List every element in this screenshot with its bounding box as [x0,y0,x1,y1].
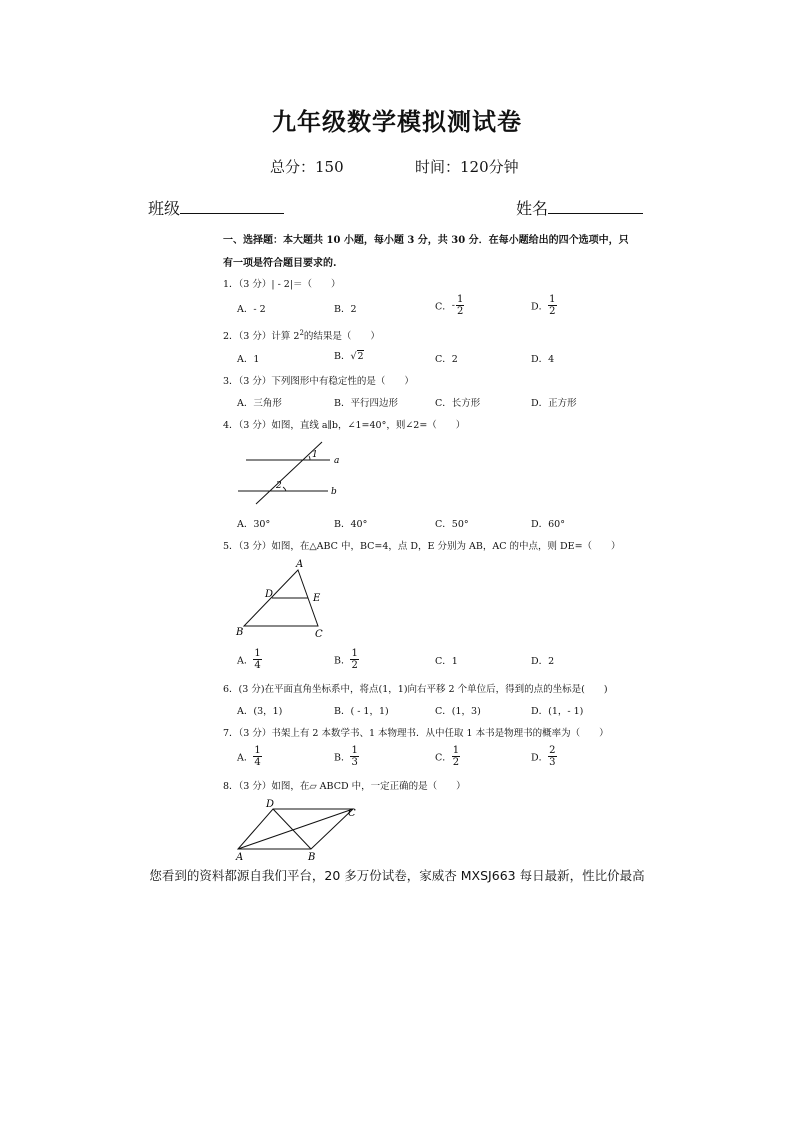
class-label: 班级 [148,199,181,218]
question-7-option-d: D． $\frac{2}{3}$ [531,745,556,768]
name-field [516,196,643,219]
question-5-option-b: B． $\frac{1}{2}$ [334,648,358,671]
question-3-option-d: D．正方形 [531,398,577,409]
question-3-option-c: C．长方形 [435,398,481,409]
question-3-stem: 3．（3 分）下列图形中有稳定性的是（ ） [223,376,414,387]
question-2-stem: 2．（3 分）计算 $2^2$的结果是（ ） [223,328,380,342]
question-5-option-c: C．1 [435,656,458,667]
question-5-figure [230,556,340,644]
question-4-option-c: C．50° [435,519,469,530]
question-5-stem: 5．（3 分）如图，在△ABC 中，BC=4，点 D，E 分别为 AB，AC 的中点，则 DE=（ ） [223,541,621,552]
vertex-c-label: C [315,629,323,640]
line-b-label: b [331,487,337,497]
question-5-option-d: D．2 [531,656,555,667]
question-1-option-b: B．2 [334,304,357,315]
total-score: 总分：150 [270,158,344,176]
vertex-c-label: C [348,808,356,819]
question-8-stem: 8．（3 分）如图，在▱ ABCD 中，一定正确的是（ ） [223,781,466,792]
question-4-figure [230,438,360,508]
angle-1-label: 1 [312,450,318,460]
question-3-option-a: A．三角形 [237,398,282,409]
question-5-option-a: A． $\frac{1}{4}$ [237,648,261,671]
question-7-option-b: B． $\frac{1}{3}$ [334,745,358,768]
angle-2-arc [283,487,286,491]
footer-notice: 您看到的资料都源自我们平台，20 多万份试卷，家威杏 MXSJ663 每日最新，性比价最高 [149,868,645,883]
angle-2-label: 2 [276,481,282,491]
name-label: 姓名 [516,199,549,218]
vertex-a-label: A [236,852,244,863]
class-blank [180,199,284,214]
time-limit: 时间：120分钟 [415,158,519,176]
question-1-stem: 1．（3 分）| - 2|＝（ ） [223,279,341,290]
question-4-option-b: B．40° [334,519,368,530]
vertex-b-label: B [308,852,316,863]
page-title: 九年级数学模拟测试卷 [272,107,522,136]
question-2-option-c: C．2 [435,354,458,365]
question-1-option-a: A．- 2 [237,304,266,315]
section-heading-line1: 一、选择题：本大题共 10 小题，每小题 3 分，共 30 分．在每小题给出的四个选项中，只 [223,235,629,246]
question-1-option-d: D． $\frac{1}{2}$ [531,294,556,317]
question-2-option-a: A．1 [237,354,260,365]
point-d-label: D [265,589,274,600]
question-4-option-a: A．30° [237,519,271,530]
question-2-option-b: B．√2 [334,351,364,362]
question-8-figure [230,798,370,866]
question-7-option-c: C． $\frac{1}{2}$ [435,745,460,768]
vertex-a-label: A [296,559,304,570]
section-heading-line2: 有一项是符合题目要求的. [223,258,337,269]
question-6-stem: 6．(3 分)在平面直角坐标系中，将点(1，1)向右平移 2 个单位后，得到的点的坐标是( ) [223,684,608,695]
angle-1-arc [309,456,310,460]
name-blank [548,199,643,214]
question-6-option-a: A．(3，1) [237,706,283,717]
question-6-option-c: C．(1，3) [435,706,481,717]
question-6-option-d: D．(1，- 1) [531,706,584,717]
class-field [148,196,284,219]
diagonal-db [273,809,311,849]
question-6-option-b: B．( - 1，1) [334,706,389,717]
vertex-b-label: B [236,627,244,638]
question-7-stem: 7．（3 分）书架上有 2 本数学书、1 本物理书．从中任取 1 本书是物理书的概率为（ ） [223,728,609,739]
question-7-option-a: A． $\frac{1}{4}$ [237,745,261,768]
question-3-option-b: B．平行四边形 [334,398,398,409]
line-a-label: a [334,456,340,466]
vertex-d-label: D [266,799,275,810]
question-1-option-c: C．- $\frac{1}{2}$ [435,294,464,317]
question-4-option-d: D．60° [531,519,565,530]
question-2-option-d: D．4 [531,354,555,365]
question-4-stem: 4．（3 分）如图，直线 a∥b，∠1=40°，则∠2=（ ） [223,420,466,431]
point-e-label: E [313,593,321,604]
